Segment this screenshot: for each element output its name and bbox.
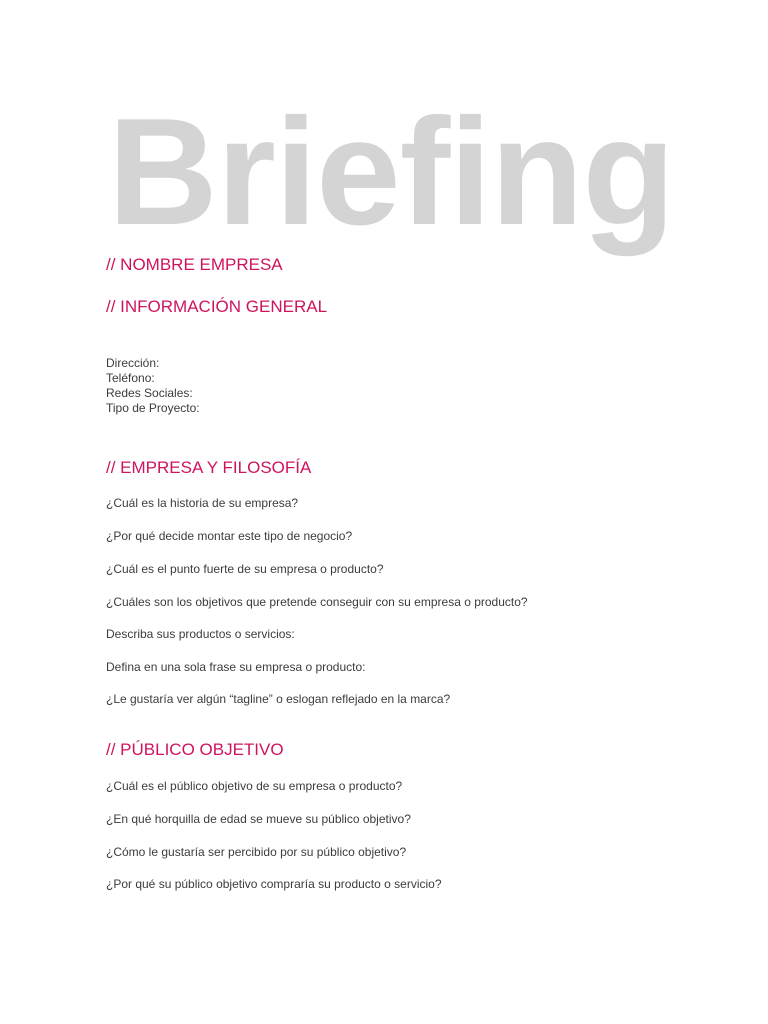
field-telefono: Teléfono: <box>106 371 155 385</box>
question-productos-servicios: Describa sus productos o servicios: <box>106 627 295 641</box>
question-compraria: ¿Por qué su público objetivo compraría su producto o servicio? <box>106 877 442 891</box>
question-frase: Defina en una sola frase su empresa o producto: <box>106 660 366 674</box>
document-title: Briefing <box>108 87 675 257</box>
heading-nombre-empresa: // NOMBRE EMPRESA <box>106 255 283 274</box>
field-direccion: Dirección: <box>106 356 160 370</box>
question-punto-fuerte: ¿Cuál es el punto fuerte de su empresa o producto? <box>106 562 384 576</box>
question-publico-objetivo: ¿Cuál es el público objetivo de su empresa o producto? <box>106 779 403 793</box>
heading-informacion-general: // INFORMACIÓN GENERAL <box>106 297 328 316</box>
heading-publico-objetivo: // PÚBLICO OBJETIVO <box>106 740 284 759</box>
question-percibido: ¿Cómo le gustaría ser percibido por su público objetivo? <box>106 845 407 859</box>
question-horquilla-edad: ¿En qué horquilla de edad se mueve su público objetivo? <box>106 812 411 826</box>
question-tagline: ¿Le gustaría ver algún “tagline” o eslogan reflejado en la marca? <box>106 692 451 706</box>
heading-empresa-filosofia: // EMPRESA Y FILOSOFÍA <box>106 458 312 477</box>
question-por-que-negocio: ¿Por qué decide montar este tipo de negocio? <box>106 529 353 543</box>
question-objetivos: ¿Cuáles son los objetivos que pretende conseguir con su empresa o producto? <box>106 595 528 609</box>
informacion-general-fields <box>106 356 200 416</box>
question-historia: ¿Cuál es la historia de su empresa? <box>106 496 299 510</box>
field-redes-sociales: Redes Sociales: <box>106 386 193 400</box>
field-tipo-proyecto: Tipo de Proyecto: <box>106 401 200 415</box>
